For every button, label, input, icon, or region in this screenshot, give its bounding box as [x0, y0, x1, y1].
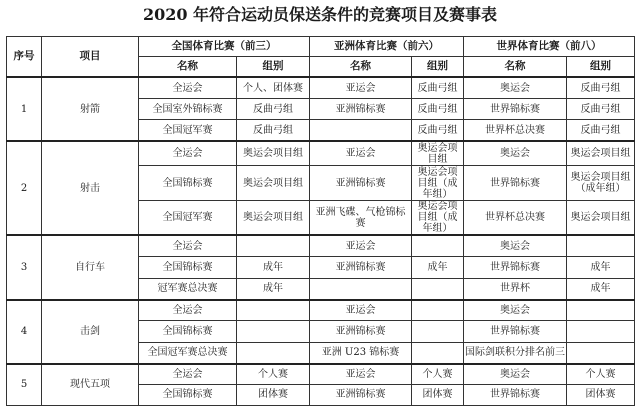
asian-event-name: 亚运会: [310, 364, 412, 384]
world-event-name: 奥运会: [464, 235, 567, 256]
world-event-name: 世界杯总决赛: [464, 120, 567, 141]
world-event-group: 个人赛: [567, 364, 635, 384]
row-project: 射击: [42, 141, 139, 235]
header-national: 全国体育比赛（前三）: [139, 37, 310, 57]
national-event-name: 全运会: [139, 77, 237, 98]
national-event-name: 全国锦标赛: [139, 257, 237, 278]
national-event-name: 全国室外锦标赛: [139, 99, 237, 120]
asian-event-name: [310, 278, 412, 299]
row-seq: 1: [7, 77, 42, 141]
asian-event-group: 奥运会项目组（成年组）: [412, 166, 464, 201]
header-seq: 序号: [7, 37, 42, 78]
asian-event-group: 反曲弓组: [412, 77, 464, 98]
national-event-name: 冠军赛总决赛: [139, 278, 237, 299]
national-event-group: 反曲弓组: [237, 120, 310, 141]
asian-event-group: [412, 235, 464, 256]
national-event-name: 全国冠军赛: [139, 120, 237, 141]
asian-event-group: [412, 342, 464, 363]
header-group-label: 组别: [237, 57, 310, 77]
asian-event-group: 奥运会项目组: [412, 141, 464, 165]
national-event-name: 全运会: [139, 235, 237, 256]
asian-event-name: 亚洲锦标赛: [310, 257, 412, 278]
national-event-group: 个人赛: [237, 364, 310, 384]
competition-table: [6, 36, 635, 406]
asian-event-name: [310, 120, 412, 141]
national-event-group: 个人、团体赛: [237, 77, 310, 98]
world-event-group: [567, 321, 635, 342]
national-event-name: 全国锦标赛: [139, 384, 237, 405]
row-seq: 5: [7, 364, 42, 406]
asian-event-group: 反曲弓组: [412, 120, 464, 141]
table-row: [7, 364, 635, 384]
header-world: 世界体育比赛（前八）: [464, 37, 635, 57]
world-event-group: 奥运会项目组（成年组）: [567, 166, 635, 201]
header-name-label: 名称: [464, 57, 567, 77]
header-name-label: 名称: [310, 57, 412, 77]
national-event-group: 奥运会项目组: [237, 141, 310, 165]
table-row: [7, 77, 635, 98]
world-event-name: 世界杯总决赛: [464, 200, 567, 235]
asian-event-group: [412, 300, 464, 321]
asian-event-name: 亚洲锦标赛: [310, 384, 412, 405]
world-event-name: 奥运会: [464, 364, 567, 384]
asian-event-group: [412, 321, 464, 342]
asian-event-name: 亚洲 U23 锦标赛: [310, 342, 412, 363]
header-project: 项目: [42, 37, 139, 78]
national-event-name: 全国冠军赛: [139, 200, 237, 235]
header-group-label: 组别: [412, 57, 464, 77]
national-event-group: 成年: [237, 257, 310, 278]
world-event-name: 奥运会: [464, 77, 567, 98]
row-project: 自行车: [42, 235, 139, 299]
national-event-group: [237, 300, 310, 321]
asian-event-group: 反曲弓组: [412, 99, 464, 120]
row-seq: 4: [7, 300, 42, 364]
national-event-name: 全运会: [139, 364, 237, 384]
table-row: [7, 141, 635, 165]
national-event-group: [237, 321, 310, 342]
header-row-groups: [7, 37, 635, 57]
world-event-group: 成年: [567, 257, 635, 278]
national-event-name: 全国锦标赛: [139, 321, 237, 342]
asian-event-name: 亚洲飞碟、气枪锦标赛: [310, 200, 412, 235]
row-project: 现代五项: [42, 364, 139, 406]
header-name-label: 名称: [139, 57, 237, 77]
world-event-name: 奥运会: [464, 141, 567, 165]
row-seq: 2: [7, 141, 42, 235]
asian-event-name: 亚运会: [310, 77, 412, 98]
world-event-group: 奥运会项目组: [567, 141, 635, 165]
world-event-group: 奥运会项目组: [567, 200, 635, 235]
asian-event-name: 亚洲锦标赛: [310, 166, 412, 201]
row-seq: 3: [7, 235, 42, 299]
national-event-group: 奥运会项目组: [237, 166, 310, 201]
national-event-group: 成年: [237, 278, 310, 299]
table-row: [7, 300, 635, 321]
asian-event-group: 成年: [412, 257, 464, 278]
world-event-name: 世界锦标赛: [464, 257, 567, 278]
national-event-name: 全运会: [139, 141, 237, 165]
world-event-group: 反曲弓组: [567, 120, 635, 141]
world-event-group: 反曲弓组: [567, 77, 635, 98]
asian-event-group: 奥运会项目组（成年组）: [412, 200, 464, 235]
world-event-group: [567, 300, 635, 321]
world-event-group: 成年: [567, 278, 635, 299]
national-event-group: [237, 235, 310, 256]
world-event-group: [567, 235, 635, 256]
document-title: 2020 年符合运动员保送条件的竞赛项目及赛事表: [142, 5, 498, 24]
national-event-name: 全国锦标赛: [139, 166, 237, 201]
asian-event-group: 团体赛: [412, 384, 464, 405]
row-project: 射箭: [42, 77, 139, 141]
national-event-group: 团体赛: [237, 384, 310, 405]
asian-event-group: [412, 278, 464, 299]
asian-event-name: 亚运会: [310, 300, 412, 321]
national-event-name: 全国冠军赛总决赛: [139, 342, 237, 363]
world-event-name: 世界锦标赛: [464, 99, 567, 120]
world-event-name: 奥运会: [464, 300, 567, 321]
national-event-group: [237, 342, 310, 363]
table-row: [7, 235, 635, 256]
asian-event-group: 个人赛: [412, 364, 464, 384]
asian-event-name: 亚洲锦标赛: [310, 321, 412, 342]
row-project: 击剑: [42, 300, 139, 364]
national-event-group: 反曲弓组: [237, 99, 310, 120]
world-event-name: 世界杯: [464, 278, 567, 299]
national-event-group: 奥运会项目组: [237, 200, 310, 235]
world-event-name: 世界锦标赛: [464, 166, 567, 201]
asian-event-name: 亚运会: [310, 235, 412, 256]
header-asian: 亚洲体育比赛（前六）: [310, 37, 464, 57]
world-event-group: [567, 342, 635, 363]
asian-event-name: 亚运会: [310, 141, 412, 165]
world-event-name: 国际剑联积分排名前三: [464, 342, 567, 363]
asian-event-name: 亚洲锦标赛: [310, 99, 412, 120]
world-event-name: 世界锦标赛: [464, 321, 567, 342]
national-event-name: 全运会: [139, 300, 237, 321]
header-group-label: 组别: [567, 57, 635, 77]
world-event-group: 团体赛: [567, 384, 635, 405]
world-event-name: 世界锦标赛: [464, 384, 567, 405]
table-body: [7, 37, 635, 406]
world-event-group: 反曲弓组: [567, 99, 635, 120]
